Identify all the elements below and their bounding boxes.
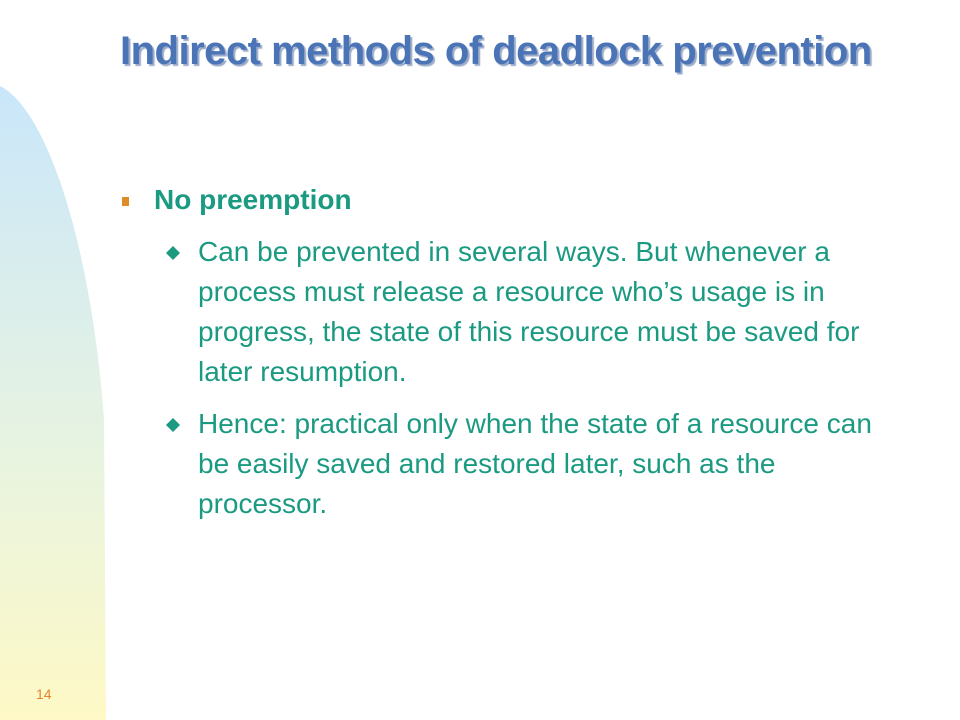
bullet-no-preemption (118, 180, 908, 220)
sub-bullet-prevention-ways (118, 232, 908, 392)
diamond-bullet-icon (166, 246, 180, 260)
page-number: 14 (36, 686, 52, 702)
square-bullet-icon (122, 197, 129, 206)
sub-bullet-practical-when (118, 404, 908, 524)
sub-bullet-text: Hence: practical only when the state of a resource can be easily saved and restored later, such as the processor. (198, 408, 872, 519)
slide-title: Indirect methods of deadlock prevention (120, 29, 872, 73)
bullet-text: No preemption (154, 184, 352, 215)
diamond-bullet-icon (166, 418, 180, 432)
sub-bullet-text: Can be prevented in several ways. But whenever a process must release a resource who’s usage is in progress, the state of this resource must be saved for later resumption. (198, 236, 860, 387)
bullet-list (118, 180, 908, 536)
